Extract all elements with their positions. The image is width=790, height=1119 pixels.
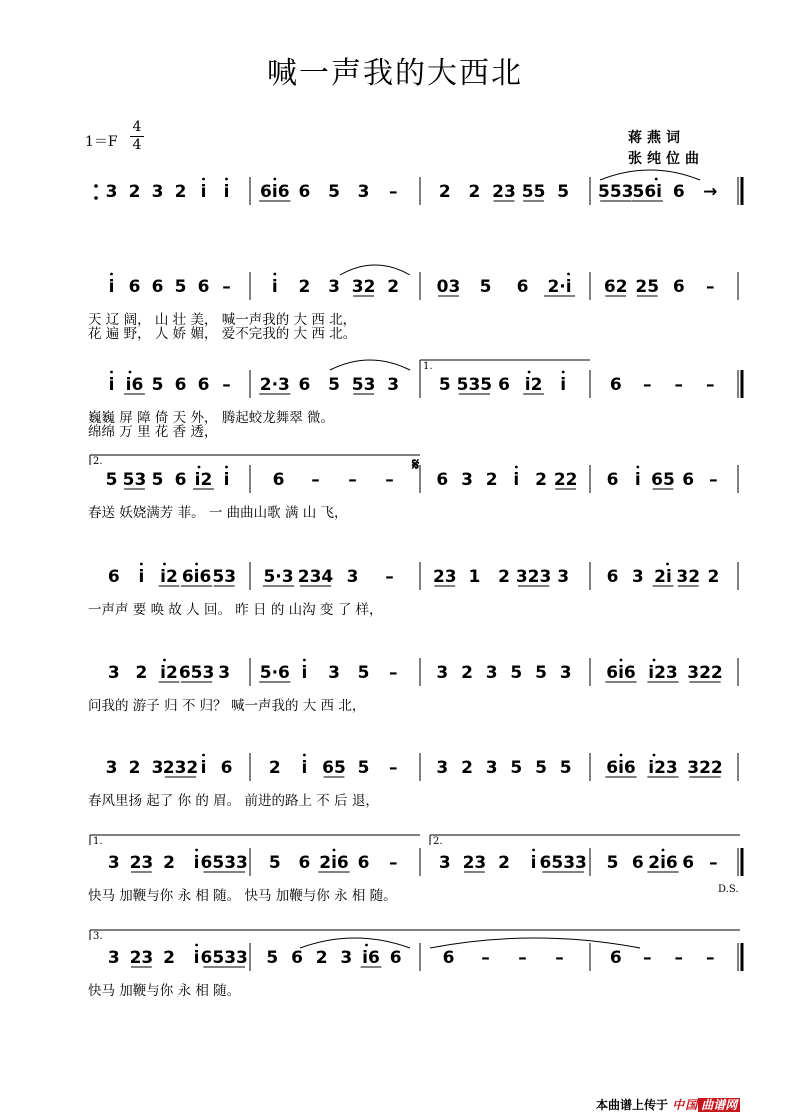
- site-brand-tail[interactable]: 曲谱网: [698, 1098, 740, 1112]
- note: 23: [129, 853, 154, 873]
- note: 2: [387, 277, 400, 297]
- note: i: [513, 470, 520, 490]
- note: 65: [322, 758, 346, 778]
- note: –: [518, 948, 527, 968]
- note: 03: [436, 277, 461, 297]
- octave-dot: [655, 178, 658, 181]
- note: –: [348, 470, 357, 490]
- octave-dot: [365, 944, 368, 947]
- octave-dot: [662, 849, 665, 852]
- ds-mark: D.S.: [718, 884, 739, 895]
- note: 3: [438, 853, 451, 873]
- note: i: [271, 277, 278, 297]
- note: i: [301, 663, 308, 683]
- octave-dot: [195, 563, 198, 566]
- octave-dot: [562, 371, 565, 374]
- site-brand[interactable]: 中国: [672, 1098, 699, 1112]
- note: 6: [298, 375, 311, 395]
- note: 535: [456, 375, 493, 395]
- note: 6: [516, 277, 529, 297]
- note: –: [388, 663, 398, 683]
- time-signature-top: 4: [132, 119, 142, 135]
- slur: [340, 265, 410, 275]
- note: 23: [432, 567, 457, 587]
- note: –: [311, 470, 320, 490]
- note: –: [388, 758, 398, 778]
- note: –: [706, 277, 715, 297]
- note: 55: [521, 182, 546, 202]
- note: 6: [197, 375, 210, 395]
- note: 3: [436, 663, 449, 683]
- note: 5: [328, 182, 340, 202]
- octave-dot: [666, 563, 669, 566]
- octave-dot: [198, 466, 201, 469]
- octave-dot: [163, 563, 166, 566]
- note: 5: [606, 853, 619, 873]
- note: –: [555, 948, 564, 968]
- note: –: [674, 948, 683, 968]
- octave-dot: [273, 273, 276, 276]
- note: 6i6: [606, 663, 636, 683]
- note: 2: [498, 853, 510, 873]
- note: 653: [178, 663, 215, 683]
- note: 2: [707, 567, 720, 587]
- octave-dot: [333, 849, 336, 852]
- note: 6: [174, 375, 187, 395]
- note: 2: [535, 470, 547, 490]
- note: i: [200, 758, 207, 778]
- note: 23: [129, 948, 154, 968]
- note: i: [301, 758, 308, 778]
- note: 3: [328, 663, 340, 683]
- note: 6: [606, 470, 619, 490]
- note: i6: [362, 948, 380, 968]
- note: 5: [438, 375, 451, 395]
- note: 6: [609, 948, 622, 968]
- note: i6: [125, 375, 144, 395]
- note: 6533: [539, 853, 587, 873]
- note: –: [709, 470, 718, 490]
- note: 3: [105, 758, 118, 778]
- note: 3: [387, 375, 400, 395]
- note: 6: [498, 375, 510, 395]
- note: 5: [535, 758, 547, 778]
- slur: [300, 938, 410, 948]
- note: 6: [682, 470, 695, 490]
- note: 6i6: [606, 758, 636, 778]
- note: –: [385, 470, 394, 490]
- song-title: 喊一声我的大西北: [267, 56, 523, 91]
- note: 23: [492, 182, 516, 202]
- note: 2i6: [319, 853, 349, 873]
- note: 32: [351, 277, 376, 297]
- note: 6: [298, 853, 311, 873]
- note: 25: [635, 277, 660, 297]
- note: –: [388, 182, 398, 202]
- note: 322: [687, 758, 723, 778]
- note: –: [706, 948, 715, 968]
- note: 5: [557, 182, 570, 202]
- note: i: [193, 948, 200, 968]
- note: 6533: [200, 948, 248, 968]
- note: 5: [174, 277, 187, 297]
- note: –: [481, 948, 490, 968]
- note: 2: [163, 948, 175, 968]
- time-signature-bottom: 4: [130, 136, 144, 154]
- note: i: [193, 853, 200, 873]
- octave-dot: [528, 371, 531, 374]
- note: –: [709, 853, 718, 873]
- volta-label: 1.: [423, 361, 433, 372]
- note: 3: [485, 758, 498, 778]
- note: 6: [672, 182, 685, 202]
- note: i: [560, 375, 567, 395]
- slur: [330, 360, 410, 370]
- note: 3: [461, 470, 473, 490]
- octave-dot: [129, 371, 132, 374]
- note: 5: [328, 375, 340, 395]
- volta-label: 3.: [93, 931, 103, 942]
- note: 6: [436, 470, 449, 490]
- note: 2: [461, 758, 473, 778]
- octave-dot: [515, 466, 518, 469]
- octave-dot: [620, 659, 623, 662]
- upload-credit: [596, 1096, 740, 1113]
- note: 23: [462, 853, 487, 873]
- note: 2: [135, 663, 148, 683]
- note: 6: [174, 470, 187, 490]
- note: 3: [107, 948, 120, 968]
- note: 6: [682, 853, 695, 873]
- octave-dot: [303, 659, 306, 662]
- note: i2: [524, 375, 543, 395]
- note: i: [530, 853, 537, 873]
- note: i2: [194, 470, 213, 490]
- note: 2: [461, 663, 473, 683]
- lyric-line: 问我的 游子 归 不 归？ 喊一声我的 大 西 北，: [88, 698, 366, 714]
- note: 5: [357, 663, 370, 683]
- note: 6: [298, 182, 311, 202]
- note: 5: [151, 470, 164, 490]
- note: 2: [298, 277, 311, 297]
- note: i: [108, 375, 115, 395]
- note: i: [634, 470, 641, 490]
- note: –: [222, 277, 231, 297]
- note: 2i: [654, 567, 672, 587]
- slur: [430, 938, 640, 948]
- octave-dot: [163, 659, 166, 662]
- note: 5: [105, 470, 118, 490]
- octave-dot: [225, 466, 228, 469]
- octave-dot: [195, 944, 198, 947]
- volta-label: 1.: [93, 836, 103, 847]
- lyric-line: 花 遍 野， 人 娇 媚， 爱不完我的 大 西 北。: [88, 326, 357, 342]
- note: 2: [268, 758, 281, 778]
- note: 2: [128, 182, 141, 202]
- repeat-dot: [94, 184, 98, 188]
- note: 6: [442, 948, 455, 968]
- note: 2: [163, 853, 175, 873]
- note: 5: [510, 663, 523, 683]
- note: i2: [160, 567, 178, 587]
- note: 5: [268, 853, 281, 873]
- note: 2i6: [648, 853, 678, 873]
- note: 53: [212, 567, 237, 587]
- note: 2: [174, 182, 187, 202]
- note: 53: [122, 470, 147, 490]
- note: 322: [687, 663, 723, 683]
- note: 5: [559, 758, 572, 778]
- note: –: [643, 375, 652, 395]
- octave-dot: [532, 849, 535, 852]
- note: 2·i: [547, 277, 572, 297]
- lyric-line: 一声声 要 唤 故 人 回。 昨 日 的 山沟 变 了 样，: [88, 602, 383, 618]
- note: 323: [515, 567, 552, 587]
- lyric-line: 巍巍 屏 障 倚 天 外， 腾起蛟龙舞翠 微。: [88, 410, 335, 426]
- note: 6: [107, 567, 120, 587]
- note: 6: [606, 567, 619, 587]
- octave-dot: [653, 754, 656, 757]
- note: 3: [105, 182, 118, 202]
- note: 5: [479, 277, 492, 297]
- note: –: [388, 853, 398, 873]
- note: 53: [351, 375, 376, 395]
- note: 553: [598, 182, 634, 202]
- note: 6i6: [260, 182, 290, 202]
- upload-text: 本曲谱上传于: [596, 1098, 669, 1112]
- note: 6: [220, 758, 233, 778]
- octave-dot: [110, 273, 113, 276]
- note: 5·6: [259, 663, 290, 683]
- note: 6: [389, 948, 402, 968]
- note: 2: [315, 948, 328, 968]
- note: 5: [510, 758, 523, 778]
- note: 6: [609, 375, 622, 395]
- note: 232: [162, 758, 199, 778]
- octave-dot: [567, 273, 570, 276]
- note: 5: [357, 758, 370, 778]
- note: 5: [535, 663, 547, 683]
- octave-dot: [636, 466, 639, 469]
- note: 2: [468, 182, 481, 202]
- composer-credit: 张纯位曲: [628, 151, 704, 167]
- lyric-line: 快马 加鞭与你 永 相 随。: [88, 983, 241, 999]
- note: 6: [128, 277, 141, 297]
- note: 6: [151, 277, 164, 297]
- note: i: [223, 470, 230, 490]
- octave-dot: [273, 178, 276, 181]
- note: 6: [197, 277, 210, 297]
- note: i23: [648, 758, 678, 778]
- octave-dot: [202, 754, 205, 757]
- octave-dot: [620, 754, 623, 757]
- note: 3: [340, 948, 353, 968]
- note: 3: [107, 663, 120, 683]
- note: 22: [553, 470, 578, 490]
- lyric-line: 春送 妖娆满芳 菲。 一 曲曲山歌 满 山 飞，: [88, 505, 348, 521]
- note: 2: [498, 567, 510, 587]
- note: –: [385, 567, 394, 587]
- note: 6: [631, 853, 644, 873]
- note: 3: [357, 182, 370, 202]
- octave-dot: [202, 178, 205, 181]
- note: 3: [485, 663, 498, 683]
- note: 6: [672, 277, 685, 297]
- note: –: [706, 375, 715, 395]
- lyric-line: 天 辽 阔， 山 壮 美， 喊一声我的 大 西 北，: [88, 312, 357, 328]
- repeat-dot: [94, 196, 98, 200]
- note: 56i: [632, 182, 662, 202]
- note: 1: [468, 567, 481, 587]
- note: i2: [160, 663, 178, 683]
- octave-dot: [303, 754, 306, 757]
- key-signature: 1＝F: [85, 134, 118, 150]
- note: 6: [357, 853, 370, 873]
- note: 62: [603, 277, 628, 297]
- note: 32: [676, 567, 701, 587]
- octave-dot: [225, 178, 228, 181]
- lyric-line: 快马 加鞭与你 永 相 随。 快马 加鞭与你 永 相 随。: [88, 888, 397, 904]
- note: i23: [648, 663, 678, 683]
- note: 234: [297, 567, 334, 587]
- volta-label: 2.: [433, 836, 443, 847]
- lyricist-credit: 蒋燕词: [628, 130, 685, 146]
- lyric-line: 春风里扬 起了 你 的 眉。 前进的路上 不 后 退，: [88, 793, 379, 809]
- note: →: [703, 182, 718, 202]
- note: i: [138, 567, 145, 587]
- note: i: [223, 182, 230, 202]
- note: 3: [151, 758, 164, 778]
- note: 5: [266, 948, 279, 968]
- note: 6i6: [181, 567, 212, 587]
- note: –: [222, 375, 231, 395]
- lyric-line: 绵绵 万 里 花 香 透，: [88, 424, 218, 440]
- note: 3: [559, 663, 572, 683]
- note: 3: [107, 853, 120, 873]
- octave-dot: [653, 659, 656, 662]
- note: 65: [651, 470, 675, 490]
- note: 5: [151, 375, 164, 395]
- note: 6: [291, 948, 303, 968]
- note: 3: [151, 182, 164, 202]
- note: 3: [631, 567, 644, 587]
- note: –: [674, 375, 683, 395]
- note: 6: [272, 470, 285, 490]
- octave-dot: [110, 371, 113, 374]
- note: 3: [328, 277, 340, 297]
- note: 3: [557, 567, 570, 587]
- note: i: [108, 277, 115, 297]
- segno-sign: 𝄋: [412, 455, 420, 475]
- note: 3: [346, 567, 359, 587]
- note: 3: [218, 663, 231, 683]
- note: i: [200, 182, 207, 202]
- note: –: [643, 948, 652, 968]
- note: 6533: [200, 853, 248, 873]
- note: 2: [485, 470, 498, 490]
- octave-dot: [140, 563, 143, 566]
- slur: [600, 170, 700, 180]
- octave-dot: [195, 849, 198, 852]
- note: 2·3: [259, 375, 290, 395]
- note: 2: [128, 758, 141, 778]
- note: 3: [436, 758, 449, 778]
- volta-label: 2.: [93, 456, 103, 467]
- note: 5·3: [263, 567, 294, 587]
- note: 2: [438, 182, 451, 202]
